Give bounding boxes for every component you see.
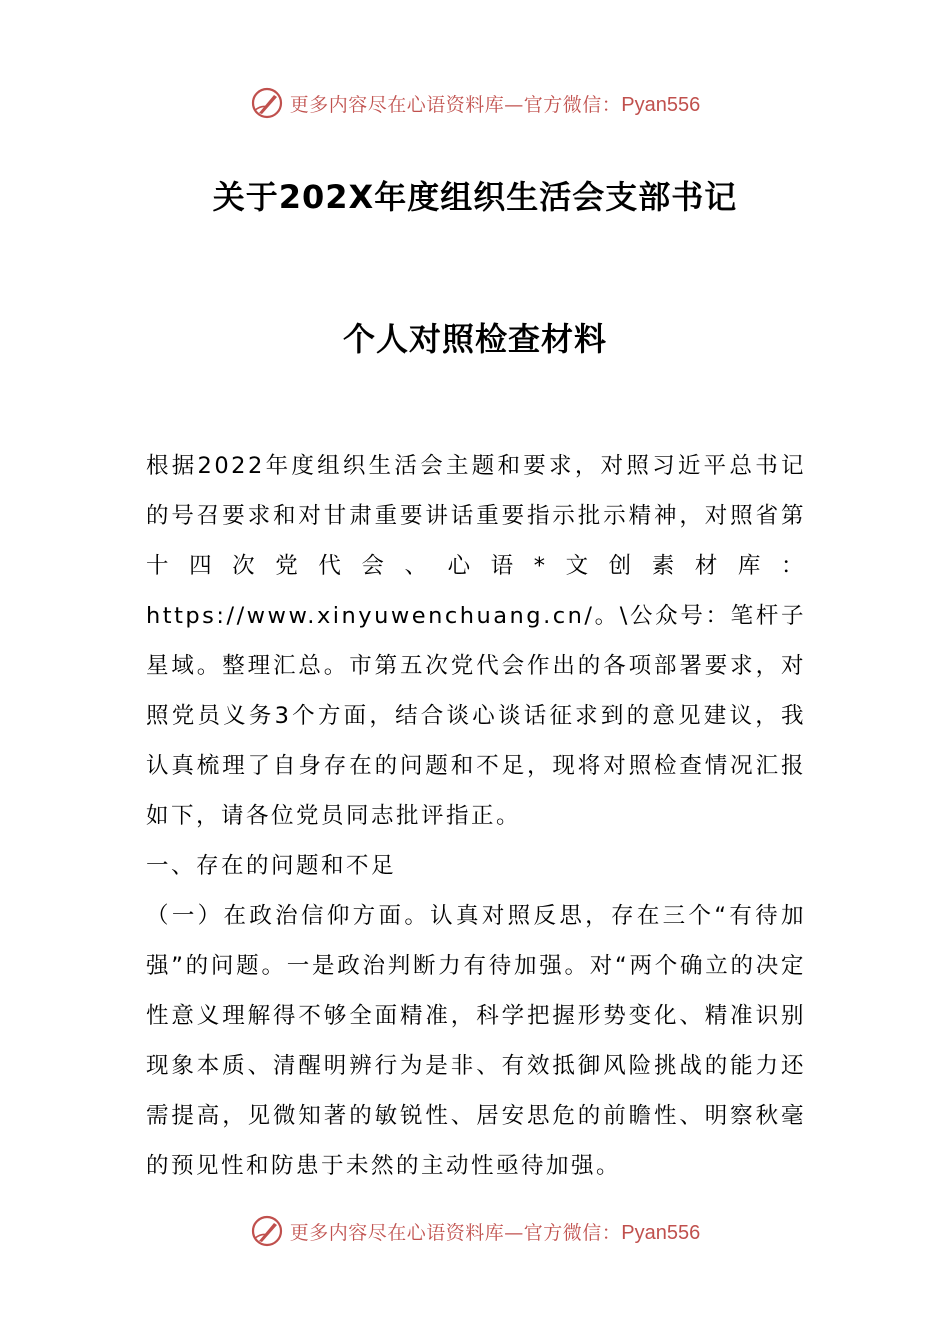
document-title-line2: 个人对照检查材料 xyxy=(342,320,607,358)
watermark-wechat-id: Pyan556 xyxy=(621,93,701,116)
document-body xyxy=(146,441,806,1191)
watermark-footer xyxy=(0,1211,950,1251)
quill-logo-icon xyxy=(250,86,284,120)
watermark-header xyxy=(0,83,950,123)
body-paragraph: （一）在政治信仰方面。认真对照反思，存在三个“有待加强”的问题。一是政治判断力有待加强。对“两个确立的决定性意义理解得不够全面精准，科学把握形势变化、精准识别现象本质、清醒明辨行为是非、有效抵御风险挑战的能力还需提高，见微知著的敏锐性、居安思危的前瞻性、明察秋毫的预见性和防患于未然的主动性亟待加强。 xyxy=(146,903,806,1179)
watermark-text xyxy=(290,1218,700,1245)
body-paragraph: 根据2022年度组织生活会主题和要求，对照习近平总书记的号召要求和对甘肃重要讲话重要指示批示精神，对照省第十四次党代会、心语*文创素材库：https://www.xinyuwenchuang.cn/。\公众号：笔杆子星域。整理汇总。市第五次党代会作出的各项部署要求，对照党员义务3个方面，结合谈心谈话征求到的意见建议，我认真梳理了自身存在的问题和不足，现将对照检查情况汇报如下，请各位党员同志批评指正。 xyxy=(146,453,806,829)
watermark-label: 更多内容尽在心语资料库—官方微信： xyxy=(289,93,622,116)
quill-logo-icon xyxy=(250,1214,284,1248)
watermark-wechat-id: Pyan556 xyxy=(621,1221,701,1244)
watermark-text xyxy=(290,90,700,117)
section-heading: 一、存在的问题和不足 xyxy=(146,853,397,879)
document-title-line1: 关于202X年度组织生活会支部书记 xyxy=(212,178,738,216)
watermark-label: 更多内容尽在心语资料库—官方微信： xyxy=(289,1221,622,1244)
